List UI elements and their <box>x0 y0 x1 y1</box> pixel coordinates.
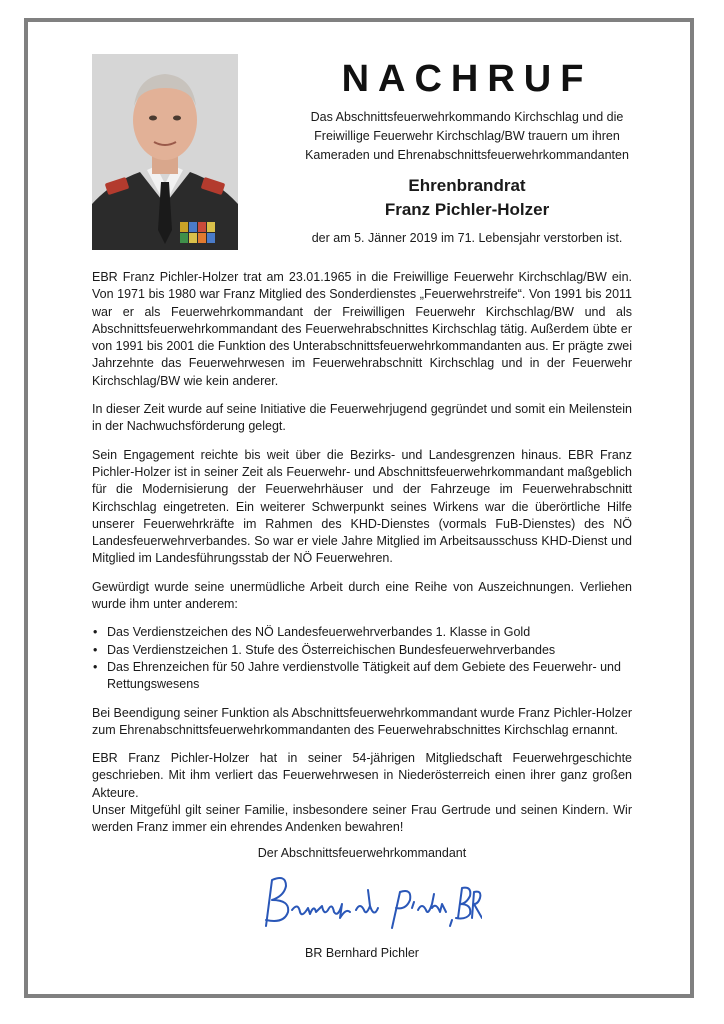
bullet-icon: • <box>93 625 98 640</box>
list-item <box>92 659 632 694</box>
intro-line: Das Abschnittsfeuerwehrkommando Kirchschlag und die <box>310 110 624 124</box>
deceased-name: Franz Pichler-Holzer <box>384 200 550 219</box>
intro-line: Freiwillige Feuerwehr Kirchschlag/BW trauern um ihren <box>314 129 620 143</box>
list-item <box>92 624 632 641</box>
handwritten-signature <box>252 868 482 934</box>
deceased-rank: Ehrenbrandrat <box>408 176 526 195</box>
signer-name: BR Bernhard Pichler <box>305 946 419 960</box>
award-text: Das Verdienstzeichen des NÖ Landesfeuerwehrverbandes 1. Klasse in Gold <box>107 625 531 640</box>
body-paragraph: Bei Beendigung seiner Funktion als Abschnittsfeuerwehrkommandant wurde Franz Pichler-Holzer zum Ehrenabschnittsfeuerwehrkommandanten des Feuerwehrabschnittes Kirchschlag ernannt. <box>92 705 632 737</box>
portrait-photo <box>92 54 238 250</box>
bullet-icon: • <box>93 659 98 674</box>
intro-line: Kameraden und Ehrenabschnittsfeuerwehrkommandanten <box>305 148 629 162</box>
bullet-icon: • <box>93 642 98 657</box>
award-text: Das Verdienstzeichen 1. Stufe des Österreichischen Bundesfeuerwehrverbandes <box>107 642 556 657</box>
body-paragraph: In dieser Zeit wurde auf seine Initiative die Feuerwehrjugend gegründet und somit ein Meilenstein in der Nachwuchsförderung gelegt. <box>92 402 632 434</box>
awards-list <box>92 624 632 693</box>
body-paragraph: EBR Franz Pichler-Holzer trat am 23.01.1965 in die Freiwillige Feuerwehr Kirchschlag/BW ein. Von 1971 bis 1980 war Franz Mitglied des Sonderdienstes „Feuerwehrstreife“. Von 1991 bis 2011 war er als Feuerwehrkommandant der Freiwilligen Feuerwehr Kirchschlag/BW und als Abschnittsfeuerwehrkommandant des Feuerwehrabschnittes Kirchschlag tätig. Außerdem übte er von 1991 bis 2001 die Funktion des Unterabschnittsfeuerwehrkommandanten aus. Er prägte zwei Jahrzehnte das Feuerwehrwesen im Feuerwehrabschnitt Kirchschlag und in der Feuerwehr Kirchschlag/BW wie kein anderer. <box>92 270 632 388</box>
closing-line: Der Abschnittsfeuerwehrkommandant <box>257 846 467 860</box>
obituary-body <box>92 269 632 848</box>
death-notice: der am 5. Jänner 2019 im 71. Lebensjahr verstorben ist. <box>311 231 623 245</box>
body-paragraph: Sein Engagement reichte bis weit über die Bezirks- und Landesgrenzen hinaus. EBR Franz Pichler-Holzer ist in seiner Zeit als Feuerwehr- und Abschnittsfeuerwehrkommandant maßgeblich für die Modernisierung der Feuerwehrhäuser und der Fahrzeuge im Feuerwehrabschnitt Kirchschlag eingetreten. Ein weiterer Schwerpunkt seines Wirkens war die überörtliche Hilfe unserer Feuerwehrkräfte im Rahmen des KHD-Dienstes (vormals FuB-Dienstes) des NÖ Landesfeuerwehrverbandes. So war er viele Jahre Mitglied im Arbeitsausschuss KHD-Dienst und Mitglied im Landesführungsstab der NÖ Feuerwehren. <box>92 447 632 566</box>
list-item <box>92 642 632 659</box>
page-title: NACHRUF <box>341 58 593 100</box>
award-text: Das Ehrenzeichen für 50 Jahre verdienstvolle Tätigkeit auf dem Gebiete des Feuerwehr- und Rettungswesens <box>107 659 621 692</box>
intro-text <box>262 108 672 165</box>
body-paragraph: EBR Franz Pichler-Holzer hat in seiner 54-jährigen Mitgliedschaft Feuerwehrgeschichte geschrieben. Mit ihm verliert das Feuerwehrwesen in Niederösterreich einen ihrer ganz großen Akteure. <box>92 751 632 800</box>
body-paragraph: Unser Mitgefühl gilt seiner Familie, insbesondere seiner Frau Gertrude und seinen Kindern. Wir werden Franz immer ein ehrendes Andenken bewahren! <box>92 803 632 835</box>
body-paragraph: Gewürdigt wurde seine unermüdliche Arbeit durch eine Reihe von Auszeichnungen. Verliehen wurde ihm unter anderem: <box>92 579 632 612</box>
